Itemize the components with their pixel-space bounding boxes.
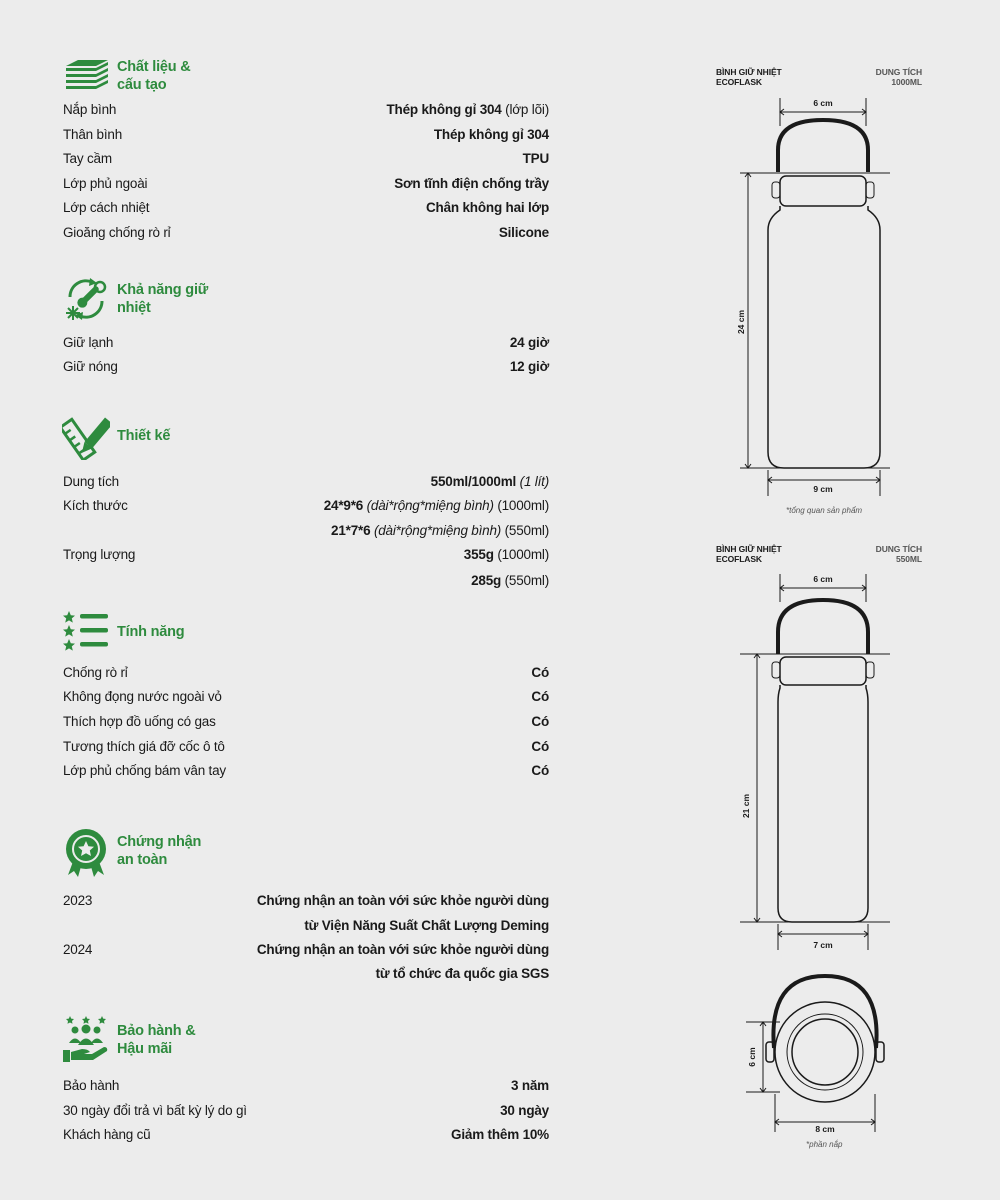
section-title: Tính năng xyxy=(117,624,185,640)
diagram-title: BÌNH GIỮ NHIỆT ECOFLASK xyxy=(716,67,782,87)
spec-value: 21*7*6 (dài*rộng*miệng bình) (550ml) xyxy=(331,523,549,538)
spec-value: Có xyxy=(531,714,549,729)
bottle-550ml-drawing xyxy=(730,566,910,956)
spec-row xyxy=(63,151,549,173)
dimension-height-label: 24 cm xyxy=(736,309,746,335)
spec-row xyxy=(63,127,549,149)
spec-value: Chứng nhận an toàn với sức khỏe người dùng xyxy=(256,942,549,957)
dimension-height-label: 6 cm xyxy=(747,1047,757,1067)
section-title: Chứng nhận an toàn xyxy=(117,834,202,868)
diagram-capacity: DUNG TÍCH 1000ML xyxy=(875,67,922,87)
layers-icon xyxy=(62,52,110,100)
spec-value: 550ml/1000ml (1 lít) xyxy=(430,474,549,489)
dimension-height-label: 21 cm xyxy=(741,793,751,819)
spec-value: từ tổ chức đa quốc gia SGS xyxy=(375,966,549,981)
spec-label: Thân bình xyxy=(63,127,122,142)
spec-row xyxy=(63,200,549,222)
spec-value: 3 năm xyxy=(510,1078,549,1093)
diagram-note: *tổng quan sản phẩm xyxy=(786,506,863,515)
spec-row xyxy=(63,359,549,381)
spec-label: Dung tích xyxy=(63,474,119,489)
spec-value: Chân không hai lớp xyxy=(426,200,549,215)
diagram-capacity: DUNG TÍCH 550ML xyxy=(875,544,922,564)
spec-value: 12 giờ xyxy=(509,359,549,374)
diagram-title: BÌNH GIỮ NHIỆT ECOFLASK xyxy=(716,544,782,564)
diagram-note: *phần nắp xyxy=(806,1140,843,1149)
spec-row xyxy=(63,573,549,595)
spec-value: Sơn tĩnh điện chống trầy xyxy=(394,176,549,191)
spec-value: Có xyxy=(531,739,549,754)
spec-row xyxy=(63,474,549,496)
spec-label: Lớp cách nhiệt xyxy=(63,200,150,215)
spec-label: Bảo hành xyxy=(63,1078,120,1093)
spec-row xyxy=(63,523,549,545)
spec-row xyxy=(63,1127,549,1149)
spec-label: 2024 xyxy=(63,942,93,957)
spec-value: 285g (550ml) xyxy=(471,573,549,588)
spec-row xyxy=(63,739,549,761)
dimension-mouth-label: 6 cm xyxy=(813,98,833,108)
spec-label: Thích hợp đồ uống có gas xyxy=(63,714,216,729)
spec-row xyxy=(63,225,549,247)
spec-value: 355g (1000ml) xyxy=(463,547,549,562)
spec-label: Chống rò rỉ xyxy=(63,665,128,680)
dimension-width-label: 7 cm xyxy=(813,940,833,950)
section-header-insulation xyxy=(62,275,208,323)
spec-value: 30 ngày xyxy=(500,1103,549,1118)
spec-value: Chứng nhận an toàn với sức khỏe người dùng xyxy=(256,893,549,908)
spec-row xyxy=(63,1103,549,1125)
spec-row xyxy=(63,918,549,940)
spec-label: Nắp bình xyxy=(63,102,117,117)
star-list-icon xyxy=(62,608,110,656)
spec-label: Tay cầm xyxy=(63,151,112,166)
lid-top-view-drawing xyxy=(740,966,900,1141)
spec-label: Gioăng chống rò rỉ xyxy=(63,225,171,240)
spec-row xyxy=(63,893,549,915)
section-header-design xyxy=(62,412,170,460)
spec-value: Thép không gỉ 304 (lớp lõi) xyxy=(386,102,549,117)
spec-label: Kích thước xyxy=(63,498,128,513)
dimension-width-label: 9 cm xyxy=(813,484,833,494)
spec-row xyxy=(63,102,549,124)
spec-label: Giữ nóng xyxy=(63,359,118,374)
spec-row xyxy=(63,547,549,569)
spec-row xyxy=(63,942,549,964)
spec-value: 24 giờ xyxy=(509,335,549,350)
spec-value: TPU xyxy=(522,151,549,166)
spec-row xyxy=(63,966,549,988)
section-title: Thiết kế xyxy=(117,428,171,444)
spec-label: 30 ngày đổi trả vì bất kỳ lý do gì xyxy=(63,1103,247,1118)
spec-row xyxy=(63,176,549,198)
spec-row xyxy=(63,665,549,687)
spec-label: Lớp phủ chống bám vân tay xyxy=(63,763,226,778)
spec-label: Khách hàng cũ xyxy=(63,1127,151,1142)
section-title: Chất liệu & cấu tạo xyxy=(117,59,191,93)
spec-label: Trọng lượng xyxy=(63,547,136,562)
spec-label: Không đọng nước ngoài vỏ xyxy=(63,689,222,704)
spec-value: Có xyxy=(531,665,549,680)
spec-row xyxy=(63,714,549,736)
spec-label: Giữ lạnh xyxy=(63,335,114,350)
section-title: Khả năng giữ nhiệt xyxy=(117,282,209,316)
spec-value: Silicone xyxy=(498,225,549,240)
spec-row xyxy=(63,498,549,520)
spec-value: Có xyxy=(531,689,549,704)
bottle-1000ml-drawing xyxy=(730,90,910,500)
hand-people-icon xyxy=(62,1016,110,1064)
section-title: Bảo hành & Hậu mãi xyxy=(117,1023,196,1057)
section-header-warranty xyxy=(62,1016,196,1064)
spec-label: Lớp phủ ngoài xyxy=(63,176,148,191)
ruler-pencil-icon xyxy=(62,412,110,460)
badge-star-icon xyxy=(62,821,110,881)
spec-row xyxy=(63,1078,549,1100)
spec-label: 2023 xyxy=(63,893,93,908)
dimension-width-label: 8 cm xyxy=(815,1124,835,1134)
thermometer-snowflake-icon xyxy=(62,275,110,323)
section-header-certification xyxy=(62,821,201,881)
spec-value: từ Viện Năng Suất Chất Lượng Deming xyxy=(304,918,549,933)
spec-value: Giảm thêm 10% xyxy=(451,1127,549,1142)
spec-row xyxy=(63,689,549,711)
spec-value: 24*9*6 (dài*rộng*miệng bình) (1000ml) xyxy=(323,498,549,513)
spec-row xyxy=(63,335,549,357)
section-header-features xyxy=(62,608,184,656)
spec-value: Có xyxy=(531,763,549,778)
section-header-materials xyxy=(62,52,191,100)
spec-row xyxy=(63,763,549,785)
spec-label: Tương thích giá đỡ cốc ô tô xyxy=(63,739,225,754)
dimension-mouth-label: 6 cm xyxy=(813,574,833,584)
spec-value: Thép không gỉ 304 xyxy=(433,127,549,142)
